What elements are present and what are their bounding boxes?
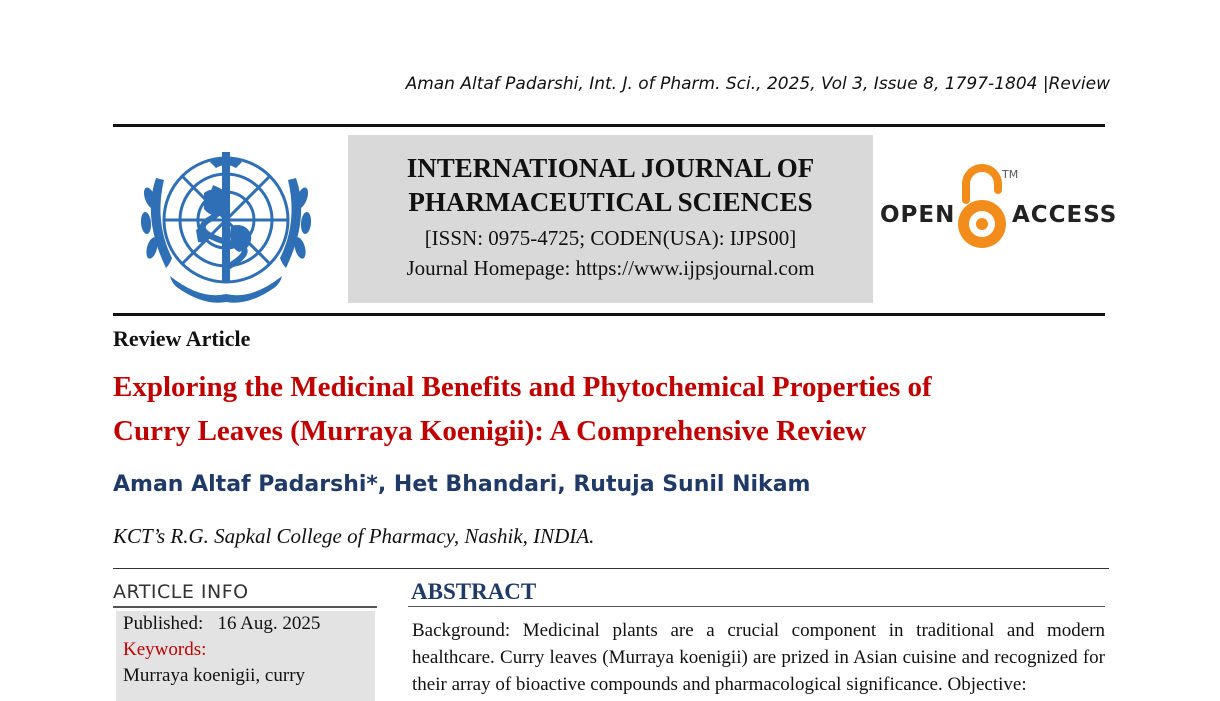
journal-homepage-link[interactable]: Journal Homepage: https://www.ijpsjournal.com: [406, 256, 815, 280]
open-access-logo: [880, 160, 1118, 255]
abstract-heading: ABSTRACT: [411, 579, 537, 604]
header-bottom-rule: [113, 313, 1105, 316]
open-access-open-text: OPEN: [880, 202, 956, 228]
article-title-line1: Exploring the Medicinal Benefits and Phytochemical Properties of: [113, 371, 932, 403]
keywords-list: Murraya koenigii, curry: [123, 665, 306, 686]
section-divider: [113, 568, 1109, 569]
journal-name-line2: PHARMACEUTICAL SCIENCES: [408, 187, 813, 217]
article-title: [113, 365, 1073, 453]
journal-name: [348, 151, 873, 219]
article-type: Review Article: [113, 326, 251, 351]
keywords-label: Keywords:: [123, 639, 207, 660]
journal-issn: [ISSN: 0975-4725; CODEN(USA): IJPS00]: [424, 226, 797, 250]
article-title-line2: Curry Leaves (Murraya Koenigii): A Comprehensive Review: [113, 415, 867, 447]
article-authors: Aman Altaf Padarshi*, Het Bhandari, Rutuja Sunil Nikam: [113, 472, 811, 497]
journal-title-box: [348, 135, 873, 303]
open-access-access-text: ACCESS: [1012, 202, 1118, 228]
abstract-rule: [408, 606, 1105, 607]
open-access-tm: TM: [1002, 168, 1019, 181]
abstract-text: Background: Medicinal plants are a crucial component in traditional and modern healthcare. Curry leaves (Murraya koenigii) are prized in Asian cuisine and recognized for their array of bioactive compounds and pharmacological significance. Objective:: [412, 620, 1105, 695]
article-affiliation: KCT’s R.G. Sapkal College of Pharmacy, Nashik, INDIA.: [113, 524, 595, 548]
article-info-box: [116, 611, 375, 701]
journal-name-line1: INTERNATIONAL JOURNAL OF: [406, 153, 815, 183]
top-rule: [113, 124, 1105, 127]
article-info-heading: ARTICLE INFO: [113, 581, 249, 603]
published-label: Published:: [123, 613, 204, 634]
citation-header: Aman Altaf Padarshi, Int. J. of Pharm. Sci., 2025, Vol 3, Issue 8, 1797-1804 |Review: [405, 74, 1110, 94]
published-date: 16 Aug. 2025: [217, 613, 321, 634]
article-info-rule: [113, 606, 377, 608]
un-emblem-logo: [126, 138, 326, 308]
published-row: [123, 611, 375, 637]
